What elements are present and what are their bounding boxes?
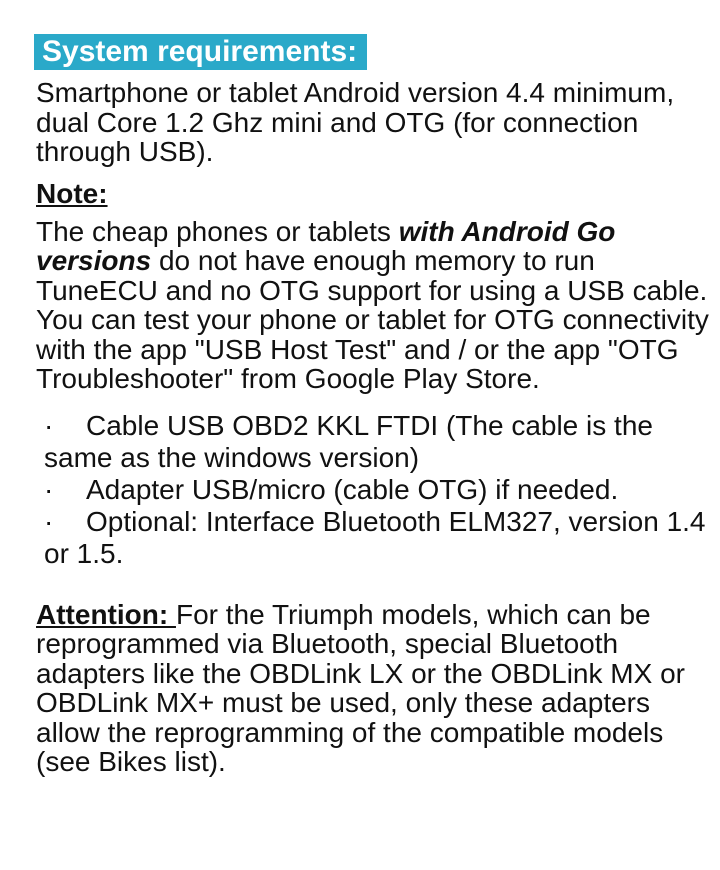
list-item bbox=[44, 506, 720, 570]
bullet-marker: · bbox=[44, 505, 54, 537]
attention-paragraph bbox=[36, 600, 720, 777]
list-item bbox=[44, 410, 720, 474]
list-item-text: Cable USB OBD2 KKL FTDI (The cable is the same as the windows version) bbox=[44, 409, 653, 473]
note-text-suffix: do not have enough memory to run TuneECU and no OTG support for using a USB cable. bbox=[36, 245, 708, 306]
list-item-text: Optional: Interface Bluetooth ELM327, version 1.4 or 1.5. bbox=[44, 505, 706, 569]
requirements-list bbox=[44, 410, 720, 570]
bullet-marker: · bbox=[44, 409, 54, 441]
section-heading: System requirements: bbox=[34, 34, 367, 70]
note-text-prefix: The cheap phones or tablets bbox=[36, 215, 399, 247]
note-title: Note: bbox=[36, 177, 108, 209]
note-paragraph-2: You can test your phone or tablet for OTG connectivity with the app "USB Host Test" and / or the app "OTG Troubleshooter" from Google Play Store. bbox=[36, 304, 709, 394]
requirements-paragraph: Smartphone or tablet Android version 4.4 minimum, dual Core 1.2 Ghz mini and OTG (for connection through USB). bbox=[36, 77, 675, 167]
document-page bbox=[36, 34, 720, 777]
note-paragraph-1 bbox=[36, 217, 720, 306]
note-emphasis: with Android Go versions bbox=[36, 215, 616, 276]
bullet-marker: · bbox=[44, 473, 54, 505]
attention-label: Attention: bbox=[36, 598, 176, 630]
attention-text: For the Triumph models, which can be reprogrammed via Bluetooth, special Bluetooth adapters like the OBDLink LX or the OBDLink MX or OBDLink MX+ must be used, only these adapters allow the reprogramming of the compatible models (see Bikes list). bbox=[36, 598, 685, 777]
list-item bbox=[44, 474, 720, 506]
list-item-text: Adapter USB/micro (cable OTG) if needed. bbox=[86, 473, 619, 505]
